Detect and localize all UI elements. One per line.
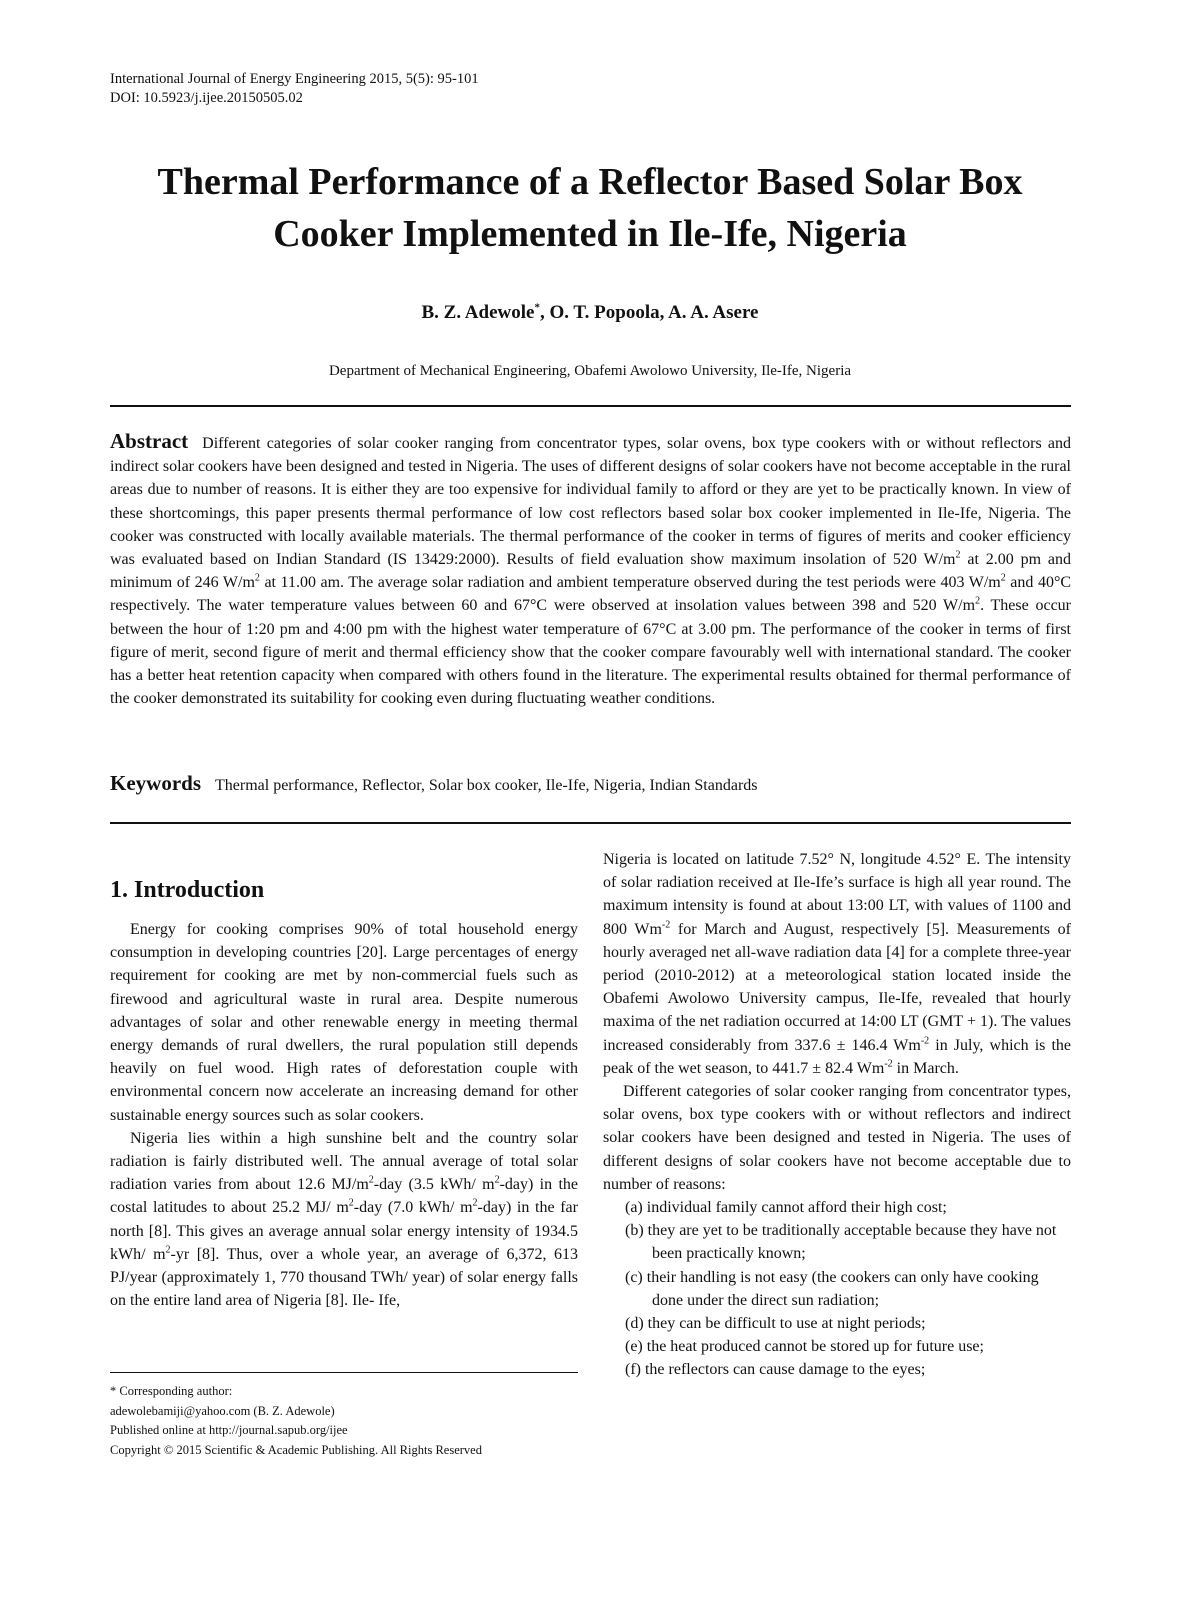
list-item: (f) the reflectors can cause damage to the eyes;: [625, 1361, 926, 1379]
footnotes: [110, 1382, 580, 1460]
author-email: adewolebamiji@yahoo.com (B. Z. Adewole): [110, 1403, 335, 1418]
intro-paragraph-1: Energy for cooking comprises 90% of total household energy consumption in developing countries [20]. Large percentages of energy requirement for cooking are met by non-commercial fuels such as firewood and agricultural waste in rural area. Despite numerous advantages of solar and other renewable energy in meeting thermal energy demands of rural dwellers, the rural population still depends heavily on fuel wood. High rates of deforestation couple with environmental concern now accelerate an increasing demand for other sustainable energy sources such as solar cookers.: [110, 921, 578, 1124]
list-item: (e) the heat produced cannot be stored up for future use;: [625, 1338, 984, 1356]
title-line-2: Cooker Implemented in Ile-Ife, Nigeria: [273, 213, 907, 255]
list-item: (c) their handling is not easy (the cookers can only have cooking done under the direct sun radiation;: [625, 1268, 1039, 1309]
copyright-note: Copyright © 2015 Scientific & Academic Publishing. All Rights Reserved: [110, 1442, 482, 1457]
author-list: [110, 302, 1070, 324]
co-authors: , O. T. Popoola, A. A. Asere: [539, 302, 759, 323]
intro-paragraph-3: Nigeria is located on latitude 7.52° N, longitude 4.52° E. The intensity of solar radiation received at Ile-Ife’s surface is high all year round. The maximum intensity is found at about 13:00 LT, with values of 1100 and 800 $Wm^{-2}$ for March and August, respectively [5]. Measurements of hourly averaged net all-wave radiation data [4] for a complete three-year period (2010-2012) at a meteorological station located inside the Obafemi Awolowo University campus, Ile-Ife, revealed that hourly maxima of the net radiation occurred at 14:00 LT (GMT + 1). The values increased considerably from 337.6 ± 146.4 $Wm^{-2}$ in July, which is the peak of the wet season, to 441.7 ± 82.4 $Wm^{-2}$ in March.: [603, 851, 1072, 1077]
section-heading: 1. Introduction: [110, 877, 265, 903]
intro-paragraph-2: Nigeria lies within a high sunshine belt and the country solar radiation is fairly distributed well. The annual average of total solar radiation varies from about 12.6 $MJ/m^2$-day (3.5 kWh/ $m^2-day$) in the costal latitudes to about 25.2 MJ/ $m^2$-day (7.0 kWh/ $m^2-day$) in the far north [8]. This gives an average annual solar energy intensity of 1934.5 kWh/ $m^2-yr$ [8]. Thus, over a whole year, an average of 6,372, 613 PJ/year (approximately 1, 770 thousand TWh/ year) of solar energy falls on the entire land area of Nigeria [8]. Ile- Ife,: [110, 1129, 578, 1310]
right-column: [603, 848, 1071, 1382]
corresponding-mark: *: [534, 301, 540, 314]
journal-header: [110, 70, 479, 108]
top-divider: [110, 405, 1071, 407]
journal-citation: International Journal of Energy Engineering 2015, 5(5): 95-101: [110, 71, 479, 87]
abstract: Abstract Different categories of solar cooker ranging from concentrator types, solar ovens, box type cookers with or without reflectors and indirect solar cookers have been designed and tested in Nigeria. The uses of different designs of solar cookers have not become acceptable in the rural areas due to number of reasons. It is either they are too expensive for individual family to afford or they are yet to be practically known. In view of these shortcomings, this paper presents thermal performance of low cost reflectors based solar box cooker implemented in Ile-Ife, Nigeria. The cooker was constructed with locally available materials. The thermal performance of the cooker in terms of figures of merits and cooker efficiency was evaluated based on Indian Standard (IS 13429:2000). Results of field evaluation show maximum insolation of 520 $W/m^2$ at 2.00 pm and minimum of 246 $W/m^2$ at 11.00 am. The average solar radiation and ambient temperature observed during the test periods were 403 $W/m^2$ and 40°C respectively. The water temperature values between 60 and 67°C were observed at insolation values between 398 and 520 $W/m^2$. These occur between the hour of 1:20 pm and 4:00 pm with the highest water temperature of 67°C at 3.00 pm. The performance of the cooker in terms of first figure of merit, second figure of merit and thermal efficiency show that the cooker compare favourably well with international standard. The cooker has a better heat retention capacity when compared with others found in the literature. The experimental results obtained for thermal performance of the cooker demonstrated its suitability for cooking even during fluctuating weather conditions.: [110, 429, 1072, 708]
title-line-1: Thermal Performance of a Reflector Based Solar Box: [157, 161, 1023, 203]
list-item: (d) they can be difficult to use at night periods;: [625, 1315, 926, 1333]
doi: DOI: 10.5923/j.ijee.20150505.02: [110, 90, 303, 106]
intro-paragraph-4: Different categories of solar cooker ranging from concentrator types, solar ovens, box type cookers with or without reflectors and indirect solar cookers have been designed and tested in Nigeria. The uses of different designs of solar cookers have not become acceptable due to number of reasons:: [603, 1083, 1071, 1193]
published-note: Published online at http://journal.sapub.org/ijee: [110, 1423, 348, 1438]
first-author: B. Z. Adewole: [421, 302, 535, 323]
footnote-divider: [110, 1372, 578, 1373]
keywords: [110, 771, 1071, 798]
list-item: (b) they are yet to be traditionally acceptable because they have not been practically known;: [625, 1222, 1057, 1263]
list-item: (a) individual family cannot afford their high cost;: [625, 1199, 947, 1217]
reasons-list: [603, 1196, 1071, 1382]
bottom-divider: [110, 822, 1071, 824]
keywords-text: Thermal performance, Reflector, Solar box cooker, Ile-Ife, Nigeria, Indian Standards: [215, 777, 758, 794]
keywords-label: Keywords: [110, 771, 201, 795]
affiliation: Department of Mechanical Engineering, Obafemi Awolowo University, Ile-Ife, Nigeria: [328, 363, 852, 379]
corresponding-author-note: * Corresponding author:: [110, 1384, 233, 1398]
abstract-label: Abstract: [110, 429, 189, 453]
left-column: [110, 848, 578, 1312]
paper-title: [110, 156, 1070, 260]
